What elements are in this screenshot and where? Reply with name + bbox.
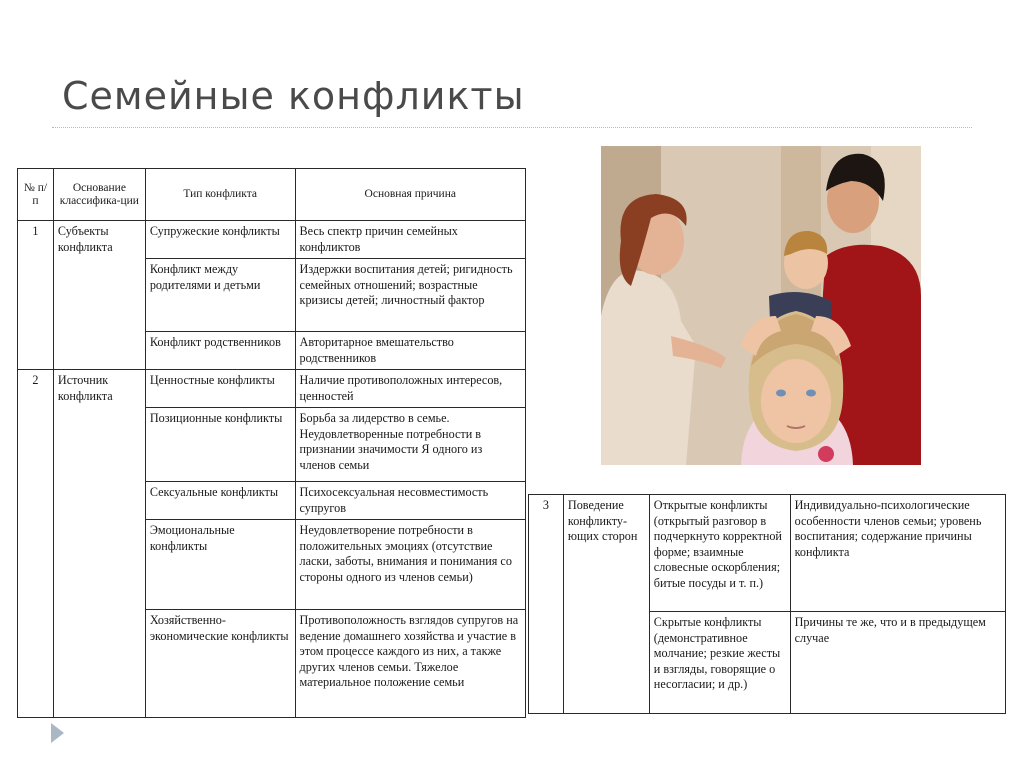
conflict-type: Позиционные конфликты (145, 408, 295, 482)
conflict-type: Скрытые конфликты (демонстративное молчание; резкие жесты и взгляды, говорящие о несогласии; и др.) (649, 612, 790, 714)
conflict-type: Эмоциональные конфликты (145, 520, 295, 610)
family-conflict-photo (601, 146, 921, 465)
conflict-cause: Психосексуальная несовместимость супругов (295, 482, 525, 520)
table-row (18, 370, 526, 408)
family-conflict-photo-icon (601, 146, 921, 465)
header-num: № п/п (18, 169, 54, 221)
header-basis: Основание классифика-ции (53, 169, 145, 221)
conflict-type: Супружеские конфликты (145, 221, 295, 259)
conflict-cause: Издержки воспитания детей; ригидность семейных отношений; возрастные кризисы детей; личностный фактор (295, 259, 525, 332)
conflict-cause: Индивидуально-психологические особенности членов семьи; уровень воспитания; содержание причины конфликта (790, 495, 1005, 612)
conflict-type: Конфликт родственников (145, 332, 295, 370)
conflict-type: Сексуальные конфликты (145, 482, 295, 520)
group-number: 2 (18, 370, 54, 718)
group-number: 3 (529, 495, 564, 714)
conflict-cause: Авторитарное вмешательство родственников (295, 332, 525, 370)
conflict-cause: Борьба за лидерство в семье. Неудовлетворенные потребности в признании значимости Я одного из членов семьи (295, 408, 525, 482)
conflict-type: Хозяйственно-экономические конфликты (145, 610, 295, 718)
header-type: Тип конфликта (145, 169, 295, 221)
group-number: 1 (18, 221, 54, 370)
conflict-cause: Противоположность взглядов супругов на ведение домашнего хозяйства и участие в этом процессе каждого из них, а также других членов семьи. Тяжелое материальное положение семьи (295, 610, 525, 718)
group-basis: Субъекты конфликта (53, 221, 145, 370)
conflict-type: Ценностные конфликты (145, 370, 295, 408)
slide-title: Семейные конфликты (62, 74, 525, 118)
conflict-type: Конфликт между родителями и детьми (145, 259, 295, 332)
title-divider (52, 127, 972, 128)
group-basis: Источник конфликта (53, 370, 145, 718)
conflict-cause: Наличие противоположных интересов, ценностей (295, 370, 525, 408)
next-slide-arrow-icon[interactable] (51, 723, 64, 743)
classification-table-left (17, 168, 526, 718)
table-header-row (18, 169, 526, 221)
conflict-cause: Весь спектр причин семейных конфликтов (295, 221, 525, 259)
classification-table-right (528, 494, 1006, 714)
conflict-cause: Неудовлетворение потребности в положительных эмоциях (отсутствие ласки, заботы, внимания и понимания со стороны одного из членов семьи) (295, 520, 525, 610)
group-basis: Поведение конфликту-ющих сторон (563, 495, 649, 714)
table-row (18, 221, 526, 259)
conflict-type: Открытые конфликты (открытый разговор в подчеркнуто корректной форме; взаимные словесные оскорбления; битые посуды и т. п.) (649, 495, 790, 612)
table-row (529, 495, 1006, 612)
conflict-cause: Причины те же, что и в предыдущем случае (790, 612, 1005, 714)
header-cause: Основная причина (295, 169, 525, 221)
